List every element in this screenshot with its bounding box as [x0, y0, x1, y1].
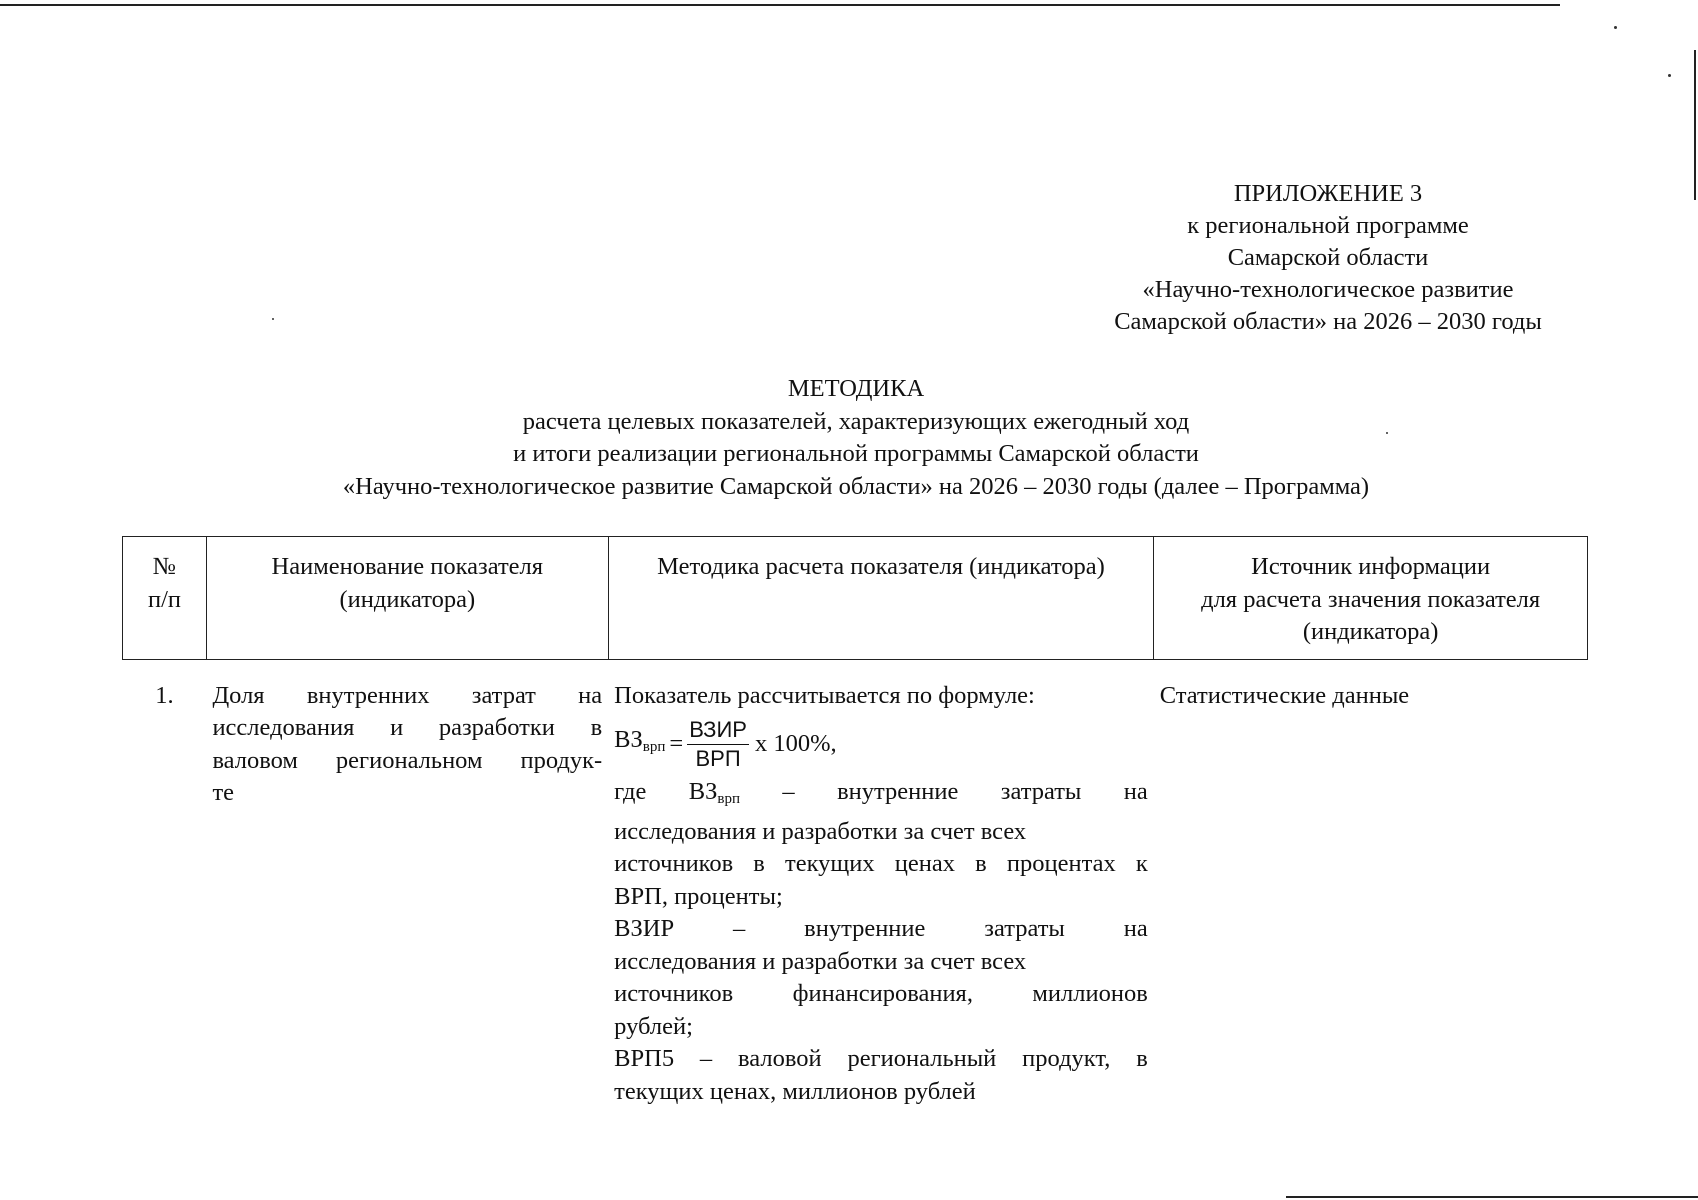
table-header-row — [123, 537, 1588, 660]
method-intro: Показатель рассчитывается по формуле: — [614, 681, 1035, 709]
header-method: Методика расчета показателя (индикатора) — [608, 537, 1154, 660]
method-line: ВРП, проценты; — [614, 882, 783, 910]
formula-denominator: ВРП — [695, 745, 741, 771]
appendix-line: к региональной программе — [1187, 212, 1469, 239]
method-line: источников в текущих ценах в процентах к — [614, 850, 1148, 877]
scan-speck — [272, 318, 274, 320]
appendix-line: ПРИЛОЖЕНИЕ 3 — [1233, 180, 1423, 207]
document-heading — [200, 373, 1512, 503]
formula-lhs: ВЗ — [614, 726, 643, 754]
header-num: № п/п — [123, 537, 207, 660]
method-line: текущих ценах, миллионов рублей — [614, 1077, 976, 1105]
heading-line: «Научно-технологическое развитие Самарской области» на 2026 – 2030 годы (далее – Программа) — [342, 472, 1370, 500]
scan-bottom-line — [1286, 1196, 1698, 1198]
formula-numerator: ВЗИР — [687, 716, 749, 745]
method-line: исследования и разработки за счет всех — [614, 817, 1027, 845]
method-vzir-line: ВЗИР – внутренние затраты на — [614, 915, 1148, 942]
scan-speck — [1614, 26, 1617, 29]
heading-line: расчета целевых показателей, характеризующих ежегодный ход — [522, 407, 1190, 435]
method-line: источников финансирования, миллионов — [614, 980, 1148, 1007]
scan-right-border — [1694, 50, 1696, 200]
table-row — [123, 659, 1588, 1108]
formula-lhs-sub: врп — [642, 739, 666, 756]
formula — [614, 712, 1148, 776]
appendix-line: Самарской области — [1227, 244, 1429, 271]
information-source: Статистические данные — [1159, 681, 1410, 709]
method-line: исследования и разработки за счет всех — [614, 947, 1027, 975]
document-title: МЕТОДИКА — [787, 375, 925, 402]
header-name: Наименование показателя (индикатора) — [206, 537, 608, 660]
formula-tail: х 100%, — [754, 729, 837, 757]
appendix-line: Самарской области» на 2026 – 2030 годы — [1114, 308, 1542, 335]
calculation-method — [608, 659, 1154, 1108]
formula-equals: = — [669, 729, 684, 757]
appendix-block — [1020, 178, 1636, 338]
method-where-line: где $ВЗ_{врп}$ – внутренние затраты на — [614, 778, 1148, 807]
header-source: Источник информации для расчета значения показателя (индикатора) — [1154, 537, 1588, 660]
indicators-table — [122, 536, 1588, 1108]
formula-fraction — [687, 716, 749, 773]
method-vrp-line: ВРП5 – валовой региональный продукт, в — [614, 1045, 1148, 1072]
indicator-name: Доля внутренних затрат на исследования и разработки в валовом региональном продук- те — [212, 681, 603, 806]
heading-line: и итоги реализации региональной программы Самарской области — [513, 440, 1199, 467]
method-line: рублей; — [614, 1012, 693, 1040]
appendix-line: «Научно-технологическое развитие — [1142, 276, 1514, 303]
row-number: 1. — [155, 681, 174, 709]
scan-top-border — [0, 4, 1560, 6]
scan-speck — [1668, 74, 1671, 77]
